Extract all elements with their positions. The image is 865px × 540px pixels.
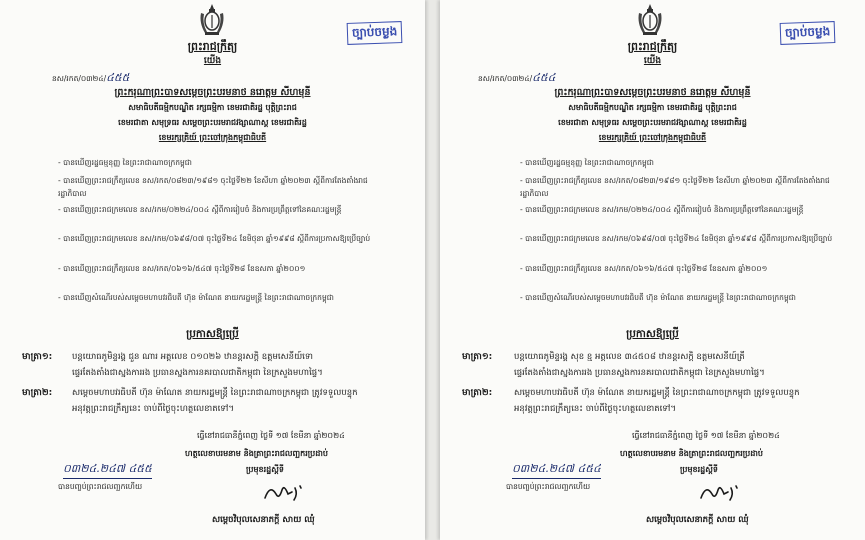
citation-item: - បានឃើញរដ្ឋធម្មនុញ្ញ នៃព្រះរាជាណាចក្រកម្ពុជា <box>58 158 192 167</box>
article-2-line-2: អនុវត្តព្រះរាជក្រឹត្យនេះ ចាប់ពីថ្ងៃចុះហត្ថលេខាតទៅ។ <box>72 404 234 414</box>
reference-handwritten-number: ៤៥៤ <box>532 71 556 84</box>
citation-item: - បានឃើញព្រះរាជក្រមលេខ នស/រកម/០២២៤/០០៤ ស្តីពីការរៀបចំ និងការប្រព្រឹត្តទៅនៃគណៈរដ្ឋមន្ត្រី <box>58 205 342 214</box>
royal-signature-note: ហត្ថលេខាបរមនាម និងត្រាព្រះរាជលញ្ឆករប្រដាប់ <box>620 449 763 458</box>
reference-number <box>52 71 129 87</box>
king-title-line-4: ខេមរក្សត្រិយ៍ ព្រះចៅក្រុងកម្ពុជាធិបតី <box>158 133 267 142</box>
reference-number <box>478 71 555 87</box>
decree-heading: ប្រកាសឱ្យប្រើ <box>626 328 679 340</box>
copy-reference: ០៣២៤.២៤៧ ៤៥៥ <box>63 462 152 479</box>
citation-item: - បានឃើញសំណើរបស់សម្តេចមហាបវរធិបតី ហ៊ុន ម៉ាណែត នាយករដ្ឋមន្ត្រី នៃព្រះរាជាណាចក្រកម្ពុជា <box>520 293 796 302</box>
article-1-line-2: ផ្ទេរតែងតាំងជាស្នងការរង ប្រធានស្នងការនគរបាលជាតិកម្ពុជា នៃក្រសួងមហាផ្ទៃ។ <box>514 368 765 378</box>
article-2-label: មាត្រា២: <box>462 388 493 398</box>
article-2-line-2: អនុវត្តព្រះរាជក្រឹត្យនេះ ចាប់ពីថ្ងៃចុះហត្ថលេខាតទៅ។ <box>514 404 676 414</box>
article-2-label: មាត្រា២: <box>22 388 53 398</box>
copy-reference: ០៣២៤.២៤៧ ៤៥៤ <box>512 462 601 479</box>
citation-item: - បានឃើញរដ្ឋធម្មនុញ្ញ នៃព្រះរាជាណាចក្រកម្ពុជា <box>520 158 654 167</box>
copy-note: បានបញ្ចប់ព្រះរាជលញ្ឆកហើយ <box>58 482 143 491</box>
king-title-line-3: ខេមរជាតា សមុទ្រធរ សម្តេចព្រះបរមរាជវង្សាណាស្ត ខេមរជាតិរដ្ឋ <box>118 118 307 127</box>
we-heading: យើង <box>203 56 222 66</box>
reference-prefix: នស/រកត/០៣២៤/ <box>52 74 107 83</box>
copy-stamp: ច្បាប់ចម្លង <box>780 21 836 45</box>
king-title-line-1: ព្រះករុណាព្រះបាទសម្តេចព្រះបរមនាថ នរោត្តម សីហមុនី <box>114 87 311 98</box>
article-1-line-2: ផ្ទេរតែងតាំងជាស្នងការរង ប្រធានស្នងការនគរបាលជាតិកម្ពុជា នៃក្រសួងមហាផ្ទៃ។ <box>72 368 323 378</box>
head-of-state-title: ប្រមុខរដ្ឋស្តីទី <box>680 465 718 474</box>
king-title-line-2: សមាធិបតីធម្មិកបណ្ឌិត រក្សធម្មិកា ខេមរជាតិរដ្ឋ បុត្តិព្រះរាជ <box>568 103 737 112</box>
king-title-line-2: សមាធិបតីធម្មិកបណ្ឌិត រក្សធម្មិកា ខេមរជាតិរដ្ឋ បុត្តិព្រះរាជ <box>128 103 297 112</box>
royal-decree-title: ព្រះរាជក្រឹត្យ <box>187 40 238 53</box>
signatory-name: សម្តេចវិបុលសេនាភក្តី សាយ ឈុំ <box>646 515 749 525</box>
article-1-line-1: បន្តយោធភូមិន្ទរង្គ សុខ ខ្ម អត្តលេខ ៣៤៥០៨ ឋានន្តរសក្តិ ឧត្តមសេនីយ៍ត្រី <box>514 352 745 362</box>
article-2-line-1: សម្តេចមហាបវរធិបតី ហ៊ុន ម៉ាណែត នាយករដ្ឋមន្ត្រី នៃព្រះរាជាណាចក្រកម្ពុជា ត្រូវទទួលបន្ទុក <box>514 388 800 398</box>
head-of-state-title: ប្រមុខរដ្ឋស្តីទី <box>246 465 284 474</box>
place-and-date: ធ្វើនៅរាជធានីភ្នំពេញ ថ្ងៃទី ១៧ ខែមីនា ឆ្នាំ២០២៤ <box>197 431 345 440</box>
article-1-line-1: បន្តយោធភូមិន្ទរង្គ ជួន ណារ អត្តលេខ ០១០២៦ ឋានន្តរសក្តិ ឧត្តមសេនីយ៍ទោ <box>72 352 313 362</box>
article-1-label: មាត្រា១: <box>22 352 53 362</box>
king-title-line-3: ខេមរជាតា សមុទ្រធរ សម្តេចព្រះបរមរាជវង្សាណាស្ត ខេមរជាតិរដ្ឋ <box>558 118 747 127</box>
reference-prefix: នស/រកត/០៣២៤/ <box>478 74 533 83</box>
we-heading: យើង <box>643 56 662 66</box>
citation-item: - បានឃើញព្រះរាជក្រមលេខ នស/រកម/០៦៩៨/០៧ ចុះថ្ងៃទី២៤ ខែមិថុនា ឆ្នាំ១៩៩៨ ស្តីពីការប្រកាសឱ្យប្រើច្បាប់ <box>58 234 371 243</box>
handwritten-signature <box>262 480 304 506</box>
article-2-line-1: សម្តេចមហាបវរធិបតី ហ៊ុន ម៉ាណែត នាយករដ្ឋមន្ត្រី នៃព្រះរាជាណាចក្រកម្ពុជា ត្រូវទទួលបន្ទុក <box>72 388 358 398</box>
citation-item: - បានឃើញព្រះរាជក្រឹត្យលេខ នស/រកត/០៨២៣/១៩៨១ ចុះថ្ងៃទី២២ ខែសីហា ឆ្នាំ២០២៣ ស្តីពីការតែងតាំងរាជរដ្ឋាភិបាល <box>58 176 368 198</box>
citation-item: - បានឃើញព្រះរាជក្រមលេខ នស/រកម/០៦៩៨/០៧ ចុះថ្ងៃទី២៤ ខែមិថុនា ឆ្នាំ១៩៩៨ ស្តីពីការប្រកាសឱ្យប្រើច្បាប់ <box>520 234 833 243</box>
citation-item: - បានឃើញសំណើរបស់សម្តេចមហាបវរធិបតី ហ៊ុន ម៉ាណែត នាយករដ្ឋមន្ត្រី នៃព្រះរាជាណាចក្រកម្ពុជា <box>58 293 334 302</box>
copy-note: បានបញ្ចប់ព្រះរាជលញ្ឆកហើយ <box>506 482 591 491</box>
royal-decree-document-left <box>0 0 425 540</box>
royal-coat-of-arms-icon <box>635 3 665 37</box>
royal-coat-of-arms-icon <box>197 3 227 37</box>
citation-item: - បានឃើញព្រះរាជក្រមលេខ នស/រកម/០២២៤/០០៤ ស្តីពីការរៀបចំ និងការប្រព្រឹត្តទៅនៃគណៈរដ្ឋមន្ត្រី <box>520 205 804 214</box>
decree-heading: ប្រកាសឱ្យប្រើ <box>186 328 239 340</box>
article-1-label: មាត្រា១: <box>462 352 493 362</box>
signatory-name: សម្តេចវិបុលសេនាភក្តី សាយ ឈុំ <box>212 515 315 525</box>
place-and-date: ធ្វើនៅរាជធានីភ្នំពេញ ថ្ងៃទី ១៧ ខែមីនា ឆ្នាំ២០២៤ <box>632 431 780 440</box>
copy-stamp: ច្បាប់ចម្លង <box>347 21 403 45</box>
reference-handwritten-number: ៤៥៥ <box>106 71 130 84</box>
king-title-line-1: ព្រះករុណាព្រះបាទសម្តេចព្រះបរមនាថ នរោត្តម សីហមុនី <box>554 87 751 98</box>
royal-decree-title: ព្រះរាជក្រឹត្យ <box>627 40 678 53</box>
royal-decree-document-right <box>440 0 865 540</box>
citation-item: - បានឃើញព្រះរាជក្រឹត្យលេខ នស/រកត/០៦១៦/៥៤៧ ចុះថ្ងៃទី២៨ ខែឧសភា ឆ្នាំ២០០១ <box>520 264 768 273</box>
king-title-line-4: ខេមរក្សត្រិយ៍ ព្រះចៅក្រុងកម្ពុជាធិបតី <box>598 133 707 142</box>
handwritten-signature <box>698 480 740 506</box>
citation-item: - បានឃើញព្រះរាជក្រឹត្យលេខ នស/រកត/០៨២៣/១៩៨១ ចុះថ្ងៃទី២២ ខែសីហា ឆ្នាំ២០២៣ ស្តីពីការតែងតាំងរាជរដ្ឋាភិបាល <box>520 176 830 198</box>
citation-item: - បានឃើញព្រះរាជក្រឹត្យលេខ នស/រកត/០៦១៦/៥៤៧ ចុះថ្ងៃទី២៨ ខែឧសភា ឆ្នាំ២០០១ <box>58 264 306 273</box>
royal-signature-note: ហត្ថលេខាបរមនាម និងត្រាព្រះរាជលញ្ឆករប្រដាប់ <box>185 449 328 458</box>
